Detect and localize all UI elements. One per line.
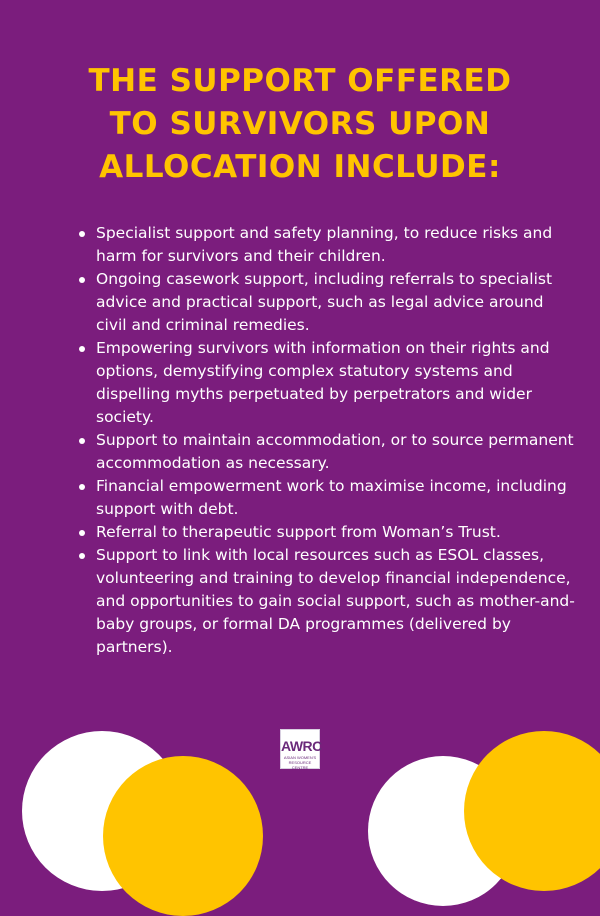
decorative-circle-yellow-left xyxy=(103,756,263,916)
title-line-3: ALLOCATION INCLUDE: xyxy=(99,149,501,185)
title-line-1: THE SUPPORT OFFERED xyxy=(88,63,512,99)
list-item: Support to maintain accommodation, or to source permanent accommodation as necessary. xyxy=(96,429,576,475)
list-item: Support to link with local resources such as ESOL classes, volunteering and training to develop financial independence, and opportunities to gain social support, such as mother-and-baby groups, or formal DA programmes (delivered by partners). xyxy=(96,544,576,659)
list-item: Referral to therapeutic support from Woman’s Trust. xyxy=(96,521,576,544)
title-line-2: TO SURVIVORS UPON xyxy=(109,106,491,142)
list-item: Ongoing casework support, including referrals to specialist advice and practical support, such as legal advice around civil and criminal remedies. xyxy=(96,268,576,337)
page-title xyxy=(0,60,600,189)
list-item: Financial empowerment work to maximise income, including support with debt. xyxy=(96,475,576,521)
logo-subtext: ASIAN WOMEN'S RESOURCE CENTRE xyxy=(283,755,317,770)
logo-mark: AWRC xyxy=(281,738,322,754)
awrc-logo xyxy=(280,729,320,769)
list-item: Empowering survivors with information on their rights and options, demystifying complex statutory systems and dispelling myths perpetuated by perpetrators and wider society. xyxy=(96,337,576,429)
support-list xyxy=(70,222,576,659)
list-item: Specialist support and safety planning, to reduce risks and harm for survivors and their children. xyxy=(96,222,576,268)
